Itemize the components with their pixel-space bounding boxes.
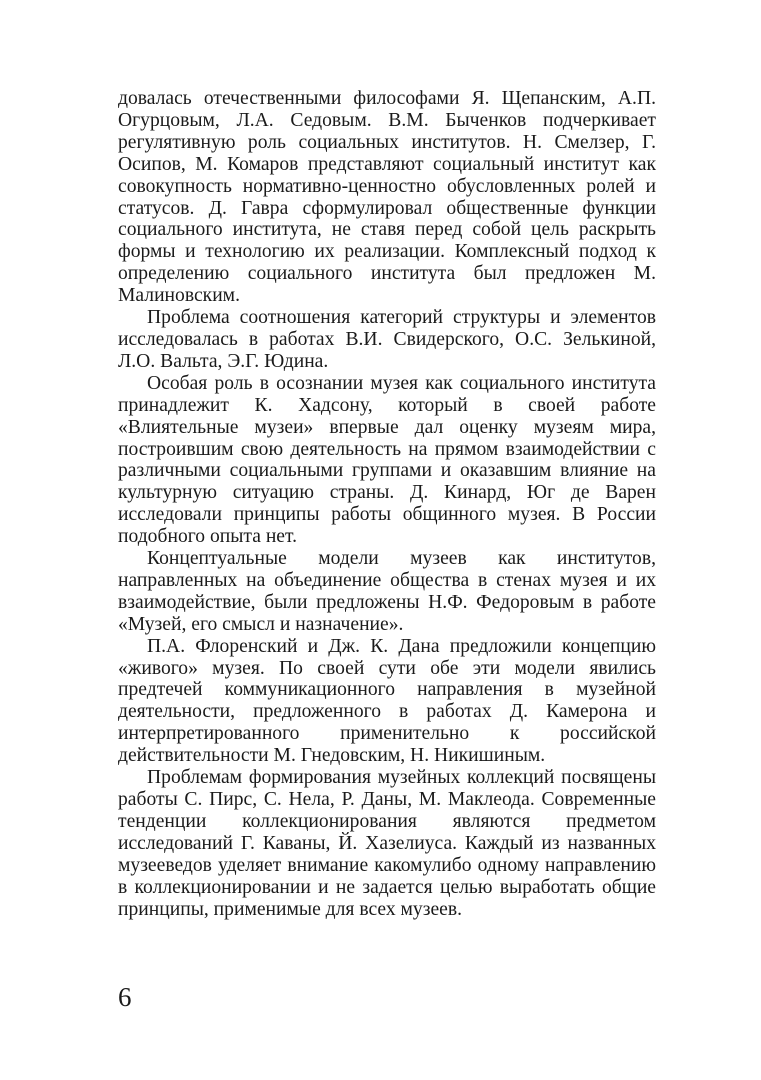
paragraph: Проблемам формирования музейных коллекций посвящены работы С. Пирс, С. Нела, Р. Даны, М. Маклеода. Современные тенденции коллекционирования являются предметом исследований Г. Каваны, Й. Хазелиуса. Каждый из названных музееведов уделяет внимание какомулибо одному направлению в коллекционировании и не задается целью выработать общие принципы, применимые для всех музеев.	[118, 767, 656, 920]
paragraph: довалась отечественными философами Я. Щепанским, А.П. Огурцовым, Л.А. Седовым. В.М. Быченков подчеркивает регулятивную роль социальных институтов. Н. Смелзер, Г. Осипов, М. Комаров представляют социальный институт как совокупность нормативно-ценностно обусловленных ролей и статусов. Д. Гавра сформулировал общественные функции социального института, не ставя перед собой цель раскрыть формы и технологию их реализации. Комплексный подход к определению социального института был предложен М. Малиновским.	[118, 88, 656, 307]
paragraph: П.А. Флоренский и Дж. К. Дана предложили концепцию «живого» музея. По своей сути обе эти модели явились предтечей коммуникационного направления в музейной деятельности, предложенного в работах Д. Камерона и интерпретированного применительно к российской действительности М. Гнедовским, Н. Никишиным.	[118, 635, 656, 767]
paragraph: Концептуальные модели музеев как институтов, направленных на объединение общества в стенах музея и их взаимодействие, были предложены Н.Ф. Федоровым в работе «Музей, его смысл и назначение».	[118, 548, 656, 635]
paragraph: Проблема соотношения категорий структуры и элементов исследовалась в работах В.И. Свидерского, О.С. Зелькиной, Л.О. Вальта, Э.Г. Юдина.	[118, 307, 656, 372]
paragraph: Особая роль в осознании музея как социального института принадлежит К. Хадсону, который в своей работе «Влиятельные музеи» впервые дал оценку музеям мира, построившим свою деятельность на прямом взаимодействии с различными социальными группами и оказавшим влияние на культурную ситуацию страны. Д. Кинард, Юг де Варен исследовали принципы работы общинного музея. В России подобного опыта нет.	[118, 372, 656, 548]
page-number: 6	[118, 982, 132, 1012]
body-text	[118, 88, 656, 920]
